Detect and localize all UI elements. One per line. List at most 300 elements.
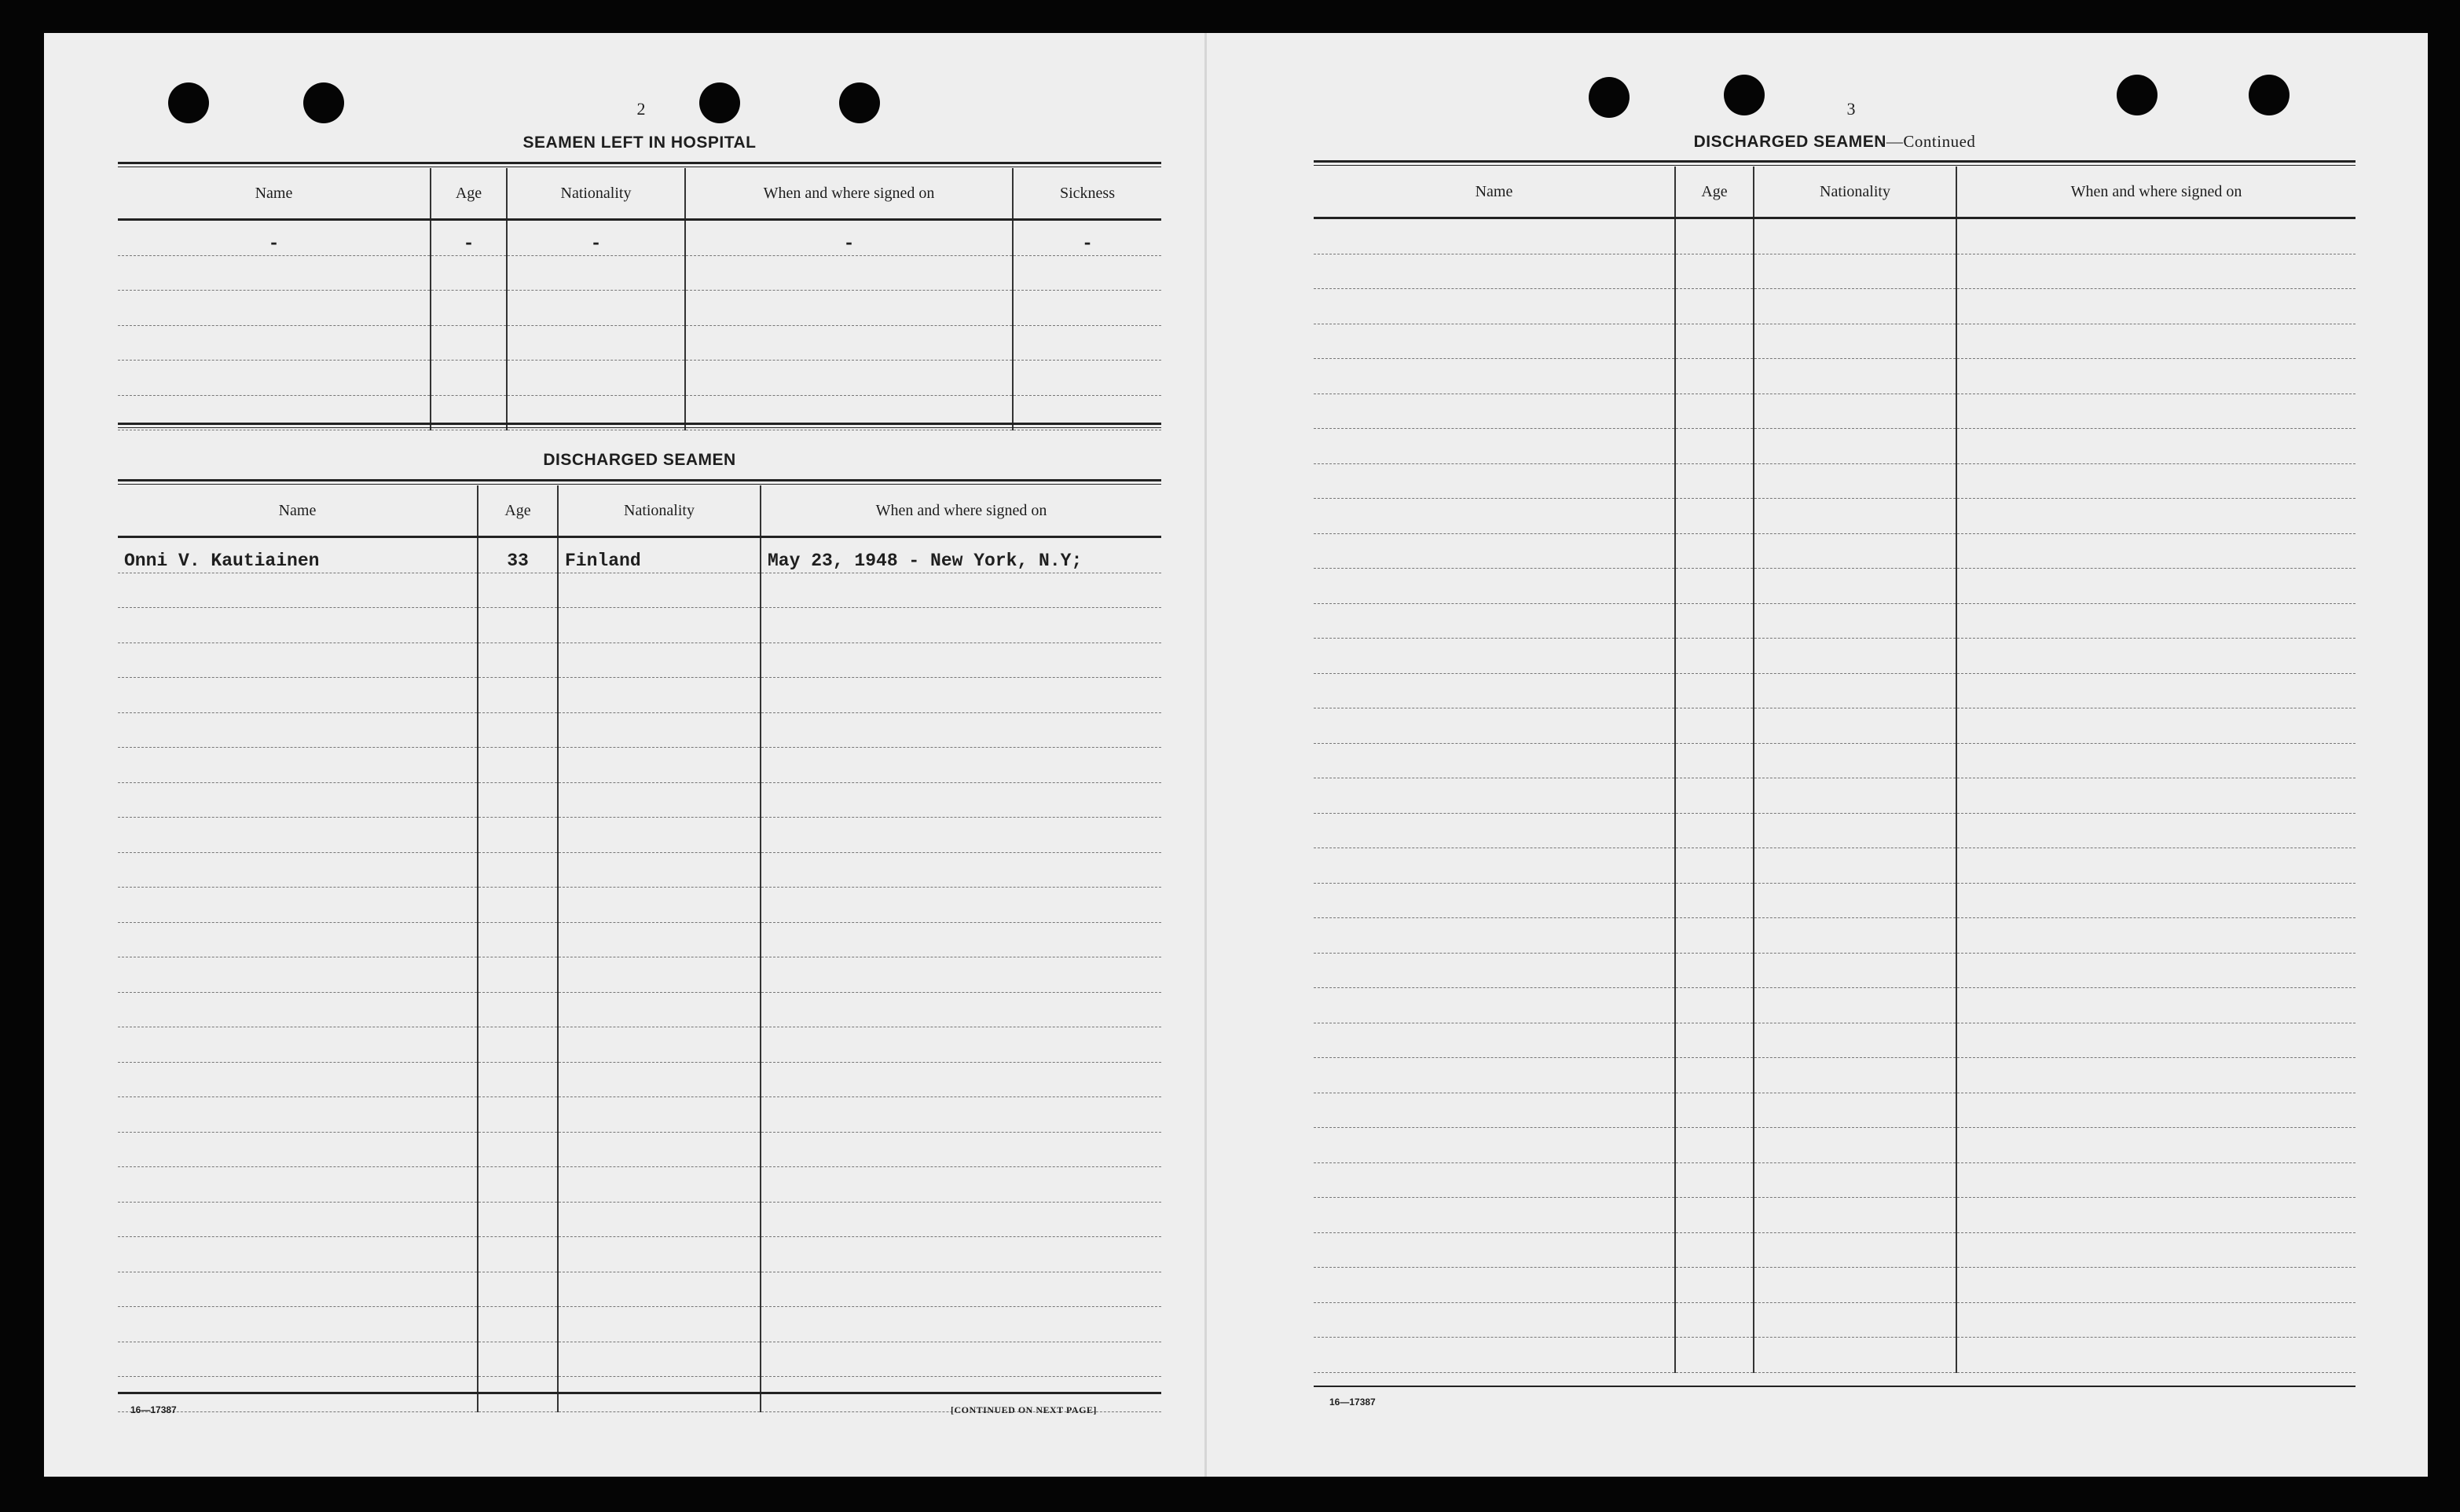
- table-cell: [118, 888, 478, 923]
- table-row: [118, 1062, 1161, 1097]
- table-cell: [761, 957, 1161, 993]
- table-cell: [1675, 708, 1754, 744]
- table-row: [1314, 394, 2356, 429]
- table-cell: [1956, 1232, 2356, 1268]
- table-cell: [478, 888, 558, 923]
- table-cell: [1956, 1023, 2356, 1058]
- table-cell: [1956, 1268, 2356, 1303]
- table-cell: [478, 748, 558, 783]
- column-header: Nationality: [507, 168, 685, 220]
- table-cell: [118, 1062, 478, 1097]
- table-cell: [478, 957, 558, 993]
- table-cell: [761, 1307, 1161, 1342]
- table-cell: [1314, 1162, 1675, 1198]
- table-row: [1314, 883, 2356, 918]
- table-cell: [1956, 569, 2356, 604]
- table-cell: Finland: [558, 537, 761, 573]
- table-cell: [478, 1097, 558, 1133]
- column-header: Name: [1314, 167, 1675, 218]
- table-cell: [1956, 1058, 2356, 1093]
- table-cell: [478, 1307, 558, 1342]
- table-cell: [558, 1202, 761, 1237]
- table-cell: [761, 852, 1161, 888]
- table-cell: [1675, 1162, 1754, 1198]
- table-cell: [761, 888, 1161, 923]
- table-cell: [118, 712, 478, 748]
- table-cell: -: [507, 220, 685, 256]
- table-cell: [1956, 953, 2356, 988]
- table-cell: [558, 782, 761, 818]
- table-row: [118, 1237, 1161, 1272]
- discharged-top-rule: [118, 479, 1161, 485]
- punch-hole-8: [2249, 75, 2290, 115]
- table-row: [118, 1027, 1161, 1063]
- table-row: [118, 992, 1161, 1027]
- table-cell: [1314, 394, 1675, 429]
- table-cell: Onni V. Kautiainen: [118, 537, 478, 573]
- table-cell: [118, 678, 478, 713]
- table-cell: [1314, 953, 1675, 988]
- table-cell: [1956, 883, 2356, 918]
- table-cell: [558, 573, 761, 608]
- table-row: [118, 748, 1161, 783]
- table-cell: [1314, 218, 1675, 254]
- table-cell: [1314, 1198, 1675, 1233]
- table-row: [118, 643, 1161, 678]
- table-cell: [558, 1132, 761, 1167]
- table-row: [1314, 218, 2356, 254]
- hospital-bottom-rule: [118, 423, 1161, 428]
- table-cell: [1956, 499, 2356, 534]
- table-cell: [1956, 324, 2356, 359]
- table-cell: [1956, 673, 2356, 708]
- table-cell: [478, 1342, 558, 1377]
- table-row: [1314, 708, 2356, 744]
- table-cell: [1314, 603, 1675, 639]
- punch-hole-3: [699, 82, 740, 123]
- table-cell: [761, 573, 1161, 608]
- table-cell: [1754, 533, 1956, 569]
- table-cell: [761, 1272, 1161, 1307]
- table-cell: [558, 1062, 761, 1097]
- table-cell: [478, 1062, 558, 1097]
- table-cell: [1675, 463, 1754, 499]
- table-cell: [1314, 1268, 1675, 1303]
- table-cell: [1754, 603, 1956, 639]
- table-row: [1314, 1023, 2356, 1058]
- column-header: Name: [118, 168, 431, 220]
- table-cell: [118, 782, 478, 818]
- table-row: [118, 291, 1161, 326]
- hospital-top-rule: [118, 162, 1161, 167]
- continued-note: [CONTINUED ON NEXT PAGE]: [951, 1404, 1097, 1415]
- discharged-bottom-rule: [118, 1392, 1161, 1394]
- table-row: [118, 608, 1161, 643]
- table-row: [1314, 743, 2356, 778]
- table-cell: [1956, 778, 2356, 814]
- table-cell: [478, 1272, 558, 1307]
- table-row: [1314, 988, 2356, 1023]
- table-cell: [1314, 359, 1675, 394]
- table-cell: [1754, 499, 1956, 534]
- table-cell: [1675, 1058, 1754, 1093]
- table-row: [118, 255, 1161, 291]
- table-cell: [1314, 813, 1675, 848]
- table-cell: [431, 325, 507, 361]
- table-row: [1314, 1162, 2356, 1198]
- table-cell: [1675, 359, 1754, 394]
- table-row: [118, 1097, 1161, 1133]
- table-cell: [1675, 1232, 1754, 1268]
- table-cell: [118, 818, 478, 853]
- table-cell: [1675, 778, 1754, 814]
- continued-section-title: [1314, 132, 2356, 152]
- table-cell: [1754, 1302, 1956, 1338]
- table-row: [118, 1272, 1161, 1307]
- table-cell: [1314, 1338, 1675, 1373]
- table-cell: [1314, 673, 1675, 708]
- table-cell: [761, 818, 1161, 853]
- table-cell: [478, 712, 558, 748]
- table-cell: -: [118, 220, 431, 256]
- table-cell: [1956, 603, 2356, 639]
- column-header: When and where signed on: [761, 485, 1161, 537]
- punch-hole-5: [1589, 77, 1630, 118]
- table-row: [118, 888, 1161, 923]
- table-cell: [685, 361, 1013, 396]
- table-cell: [1754, 673, 1956, 708]
- table-row: [1314, 359, 2356, 394]
- table-cell: [478, 1237, 558, 1272]
- table-cell: [558, 643, 761, 678]
- table-cell: [118, 573, 478, 608]
- table-cell: [1956, 429, 2356, 464]
- table-cell: [685, 291, 1013, 326]
- table-cell: [1754, 359, 1956, 394]
- table-cell: [1956, 813, 2356, 848]
- table-cell: [1956, 1302, 2356, 1338]
- table-cell: [1675, 918, 1754, 954]
- table-cell: [1754, 918, 1956, 954]
- table-cell: [118, 1202, 478, 1237]
- table-row: [118, 712, 1161, 748]
- table-cell: [1675, 394, 1754, 429]
- table-cell: [761, 748, 1161, 783]
- table-cell: -: [1013, 220, 1161, 256]
- table-cell: [1754, 813, 1956, 848]
- table-cell: [1675, 848, 1754, 884]
- table-cell: [431, 361, 507, 396]
- punch-hole-6: [1724, 75, 1765, 115]
- table-cell: [1956, 743, 2356, 778]
- table-cell: [1956, 988, 2356, 1023]
- table-cell: [118, 1307, 478, 1342]
- table-cell: May 23, 1948 - New York, N.Y;: [761, 537, 1161, 573]
- table-cell: [118, 1027, 478, 1063]
- punch-hole-1: [168, 82, 209, 123]
- table-cell: [761, 922, 1161, 957]
- table-cell: [118, 992, 478, 1027]
- table-cell: [1956, 1338, 2356, 1373]
- table-cell: [1314, 533, 1675, 569]
- table-row: [118, 1342, 1161, 1377]
- table-cell: [1675, 1302, 1754, 1338]
- table-row: [1314, 463, 2356, 499]
- table-cell: [478, 1132, 558, 1167]
- table-cell: [1013, 325, 1161, 361]
- table-row: [1314, 639, 2356, 674]
- table-cell: [1754, 1128, 1956, 1163]
- table-cell: [1675, 883, 1754, 918]
- table-cell: [1754, 569, 1956, 604]
- table-cell: [118, 957, 478, 993]
- table-cell: [761, 643, 1161, 678]
- table-cell: [1314, 918, 1675, 954]
- table-cell: [1314, 1232, 1675, 1268]
- table-cell: [761, 1097, 1161, 1133]
- column-header: Age: [1675, 167, 1754, 218]
- table-cell: [1754, 639, 1956, 674]
- table-row: [1314, 673, 2356, 708]
- table-cell: [1754, 289, 1956, 324]
- table-cell: [558, 1097, 761, 1133]
- table-cell: [1956, 254, 2356, 289]
- table-row: [1314, 254, 2356, 289]
- table-cell: [1314, 463, 1675, 499]
- column-header: Age: [431, 168, 507, 220]
- discharged-header-row: [118, 485, 1161, 537]
- form-code: 16—17387: [130, 1404, 177, 1415]
- table-cell: [1754, 218, 1956, 254]
- table-cell: [558, 1342, 761, 1377]
- table-cell: [558, 852, 761, 888]
- table-cell: [507, 255, 685, 291]
- table-row: [118, 852, 1161, 888]
- table-cell: [478, 782, 558, 818]
- table-cell: [1013, 255, 1161, 291]
- table-cell: [118, 1237, 478, 1272]
- table-row: [118, 220, 1161, 256]
- hospital-header-row: [118, 168, 1161, 220]
- table-cell: [1314, 848, 1675, 884]
- table-cell: [478, 818, 558, 853]
- table-cell: [1314, 1128, 1675, 1163]
- table-row: [1314, 778, 2356, 814]
- table-cell: 33: [478, 537, 558, 573]
- table-cell: [1956, 639, 2356, 674]
- table-cell: [1675, 639, 1754, 674]
- table-cell: [558, 1307, 761, 1342]
- table-cell: [1314, 1023, 1675, 1058]
- table-cell: [1013, 291, 1161, 326]
- table-cell: [761, 1132, 1161, 1167]
- table-cell: [1314, 1093, 1675, 1128]
- table-cell: [1314, 254, 1675, 289]
- table-cell: [1314, 883, 1675, 918]
- table-cell: [431, 255, 507, 291]
- table-row: [1314, 569, 2356, 604]
- table-cell: [558, 818, 761, 853]
- table-cell: [1956, 533, 2356, 569]
- table-cell: [1675, 218, 1754, 254]
- table-cell: [1314, 1058, 1675, 1093]
- table-cell: [478, 992, 558, 1027]
- column-header: Nationality: [558, 485, 761, 537]
- table-cell: [558, 922, 761, 957]
- form-code: 16—17387: [1329, 1397, 1376, 1408]
- continued-bottom-rule: [1314, 1386, 2356, 1387]
- table-cell: [507, 291, 685, 326]
- table-row: [1314, 1268, 2356, 1303]
- table-cell: [1754, 1093, 1956, 1128]
- table-row: [118, 1202, 1161, 1237]
- table-cell: [1956, 359, 2356, 394]
- table-cell: [1675, 813, 1754, 848]
- continued-header-row: [1314, 167, 2356, 218]
- table-row: [118, 537, 1161, 573]
- table-cell: [478, 852, 558, 888]
- table-cell: [1314, 569, 1675, 604]
- column-header: Sickness: [1013, 168, 1161, 220]
- table-row: [118, 1167, 1161, 1203]
- table-cell: [1675, 953, 1754, 988]
- table-row: [1314, 1198, 2356, 1233]
- table-cell: [478, 608, 558, 643]
- table-cell: [118, 255, 431, 291]
- table-row: [1314, 499, 2356, 534]
- table-row: [118, 957, 1161, 993]
- table-cell: [1754, 429, 1956, 464]
- table-cell: [1675, 289, 1754, 324]
- table-cell: [1675, 1093, 1754, 1128]
- table-cell: [118, 325, 431, 361]
- table-cell: [118, 643, 478, 678]
- table-row: [1314, 1232, 2356, 1268]
- table-cell: [118, 1132, 478, 1167]
- table-cell: [761, 1202, 1161, 1237]
- hospital-section-title: SEAMEN LEFT IN HOSPITAL: [522, 134, 757, 152]
- table-cell: [685, 255, 1013, 291]
- table-row: [1314, 1093, 2356, 1128]
- table-row: [118, 818, 1161, 853]
- table-cell: [1314, 429, 1675, 464]
- discharged-section-title: DISCHARGED SEAMEN: [543, 451, 736, 469]
- table-cell: [1314, 708, 1675, 744]
- table-cell: [685, 325, 1013, 361]
- table-cell: [761, 712, 1161, 748]
- table-cell: [118, 1272, 478, 1307]
- section-title-suffix: —Continued: [1886, 132, 1976, 151]
- table-cell: [1754, 953, 1956, 988]
- table-cell: [1675, 1023, 1754, 1058]
- table-cell: [1956, 918, 2356, 954]
- table-cell: [1675, 533, 1754, 569]
- table-cell: [1754, 1058, 1956, 1093]
- table-cell: [761, 1237, 1161, 1272]
- table-row: [118, 1132, 1161, 1167]
- table-cell: [558, 957, 761, 993]
- table-row: [1314, 1058, 2356, 1093]
- table-cell: [1675, 324, 1754, 359]
- table-cell: [1754, 463, 1956, 499]
- table-cell: [558, 1237, 761, 1272]
- table-cell: [1754, 988, 1956, 1023]
- table-cell: [1754, 1023, 1956, 1058]
- table-cell: -: [685, 220, 1013, 256]
- table-cell: [478, 1027, 558, 1063]
- table-cell: [1314, 499, 1675, 534]
- table-cell: [1675, 254, 1754, 289]
- table-cell: [118, 748, 478, 783]
- table-cell: [761, 782, 1161, 818]
- section-title-text: DISCHARGED SEAMEN: [1693, 133, 1886, 151]
- column-header: When and where signed on: [685, 168, 1013, 220]
- column-header: Nationality: [1754, 167, 1956, 218]
- table-cell: [478, 678, 558, 713]
- table-cell: [1956, 848, 2356, 884]
- table-cell: [558, 1167, 761, 1203]
- table-cell: [507, 325, 685, 361]
- column-header: Name: [118, 485, 478, 537]
- table-cell: [431, 291, 507, 326]
- table-cell: [118, 361, 431, 396]
- table-cell: [1754, 848, 1956, 884]
- table-cell: [1754, 1198, 1956, 1233]
- table-cell: [1754, 324, 1956, 359]
- table-cell: [507, 361, 685, 396]
- table-row: [1314, 603, 2356, 639]
- table-cell: [478, 643, 558, 678]
- column-header: Age: [478, 485, 558, 537]
- table-cell: [1675, 603, 1754, 639]
- table-cell: [1754, 1338, 1956, 1373]
- table-cell: [558, 608, 761, 643]
- table-cell: [478, 922, 558, 957]
- table-row: [1314, 1128, 2356, 1163]
- table-cell: [558, 888, 761, 923]
- table-cell: [558, 678, 761, 713]
- table-cell: [761, 1167, 1161, 1203]
- table-row: [1314, 918, 2356, 954]
- table-cell: [118, 608, 478, 643]
- table-cell: [1754, 254, 1956, 289]
- table-cell: [118, 1167, 478, 1203]
- continued-top-rule: [1314, 160, 2356, 166]
- table-cell: [1956, 1162, 2356, 1198]
- table-cell: [558, 748, 761, 783]
- punch-hole-7: [2117, 75, 2158, 115]
- table-cell: [1675, 1128, 1754, 1163]
- table-row: [1314, 1302, 2356, 1338]
- table-cell: [1754, 1268, 1956, 1303]
- table-cell: [118, 291, 431, 326]
- table-cell: [761, 608, 1161, 643]
- table-cell: [1314, 1302, 1675, 1338]
- table-cell: [1956, 289, 2356, 324]
- table-cell: [118, 922, 478, 957]
- table-cell: [761, 1027, 1161, 1063]
- table-cell: [558, 712, 761, 748]
- table-cell: [558, 992, 761, 1027]
- table-row: [118, 782, 1161, 818]
- table-cell: [1675, 1338, 1754, 1373]
- table-row: [1314, 533, 2356, 569]
- table-cell: [1754, 883, 1956, 918]
- table-cell: [118, 1342, 478, 1377]
- table-row: [118, 678, 1161, 713]
- table-cell: [1956, 218, 2356, 254]
- table-cell: [1754, 743, 1956, 778]
